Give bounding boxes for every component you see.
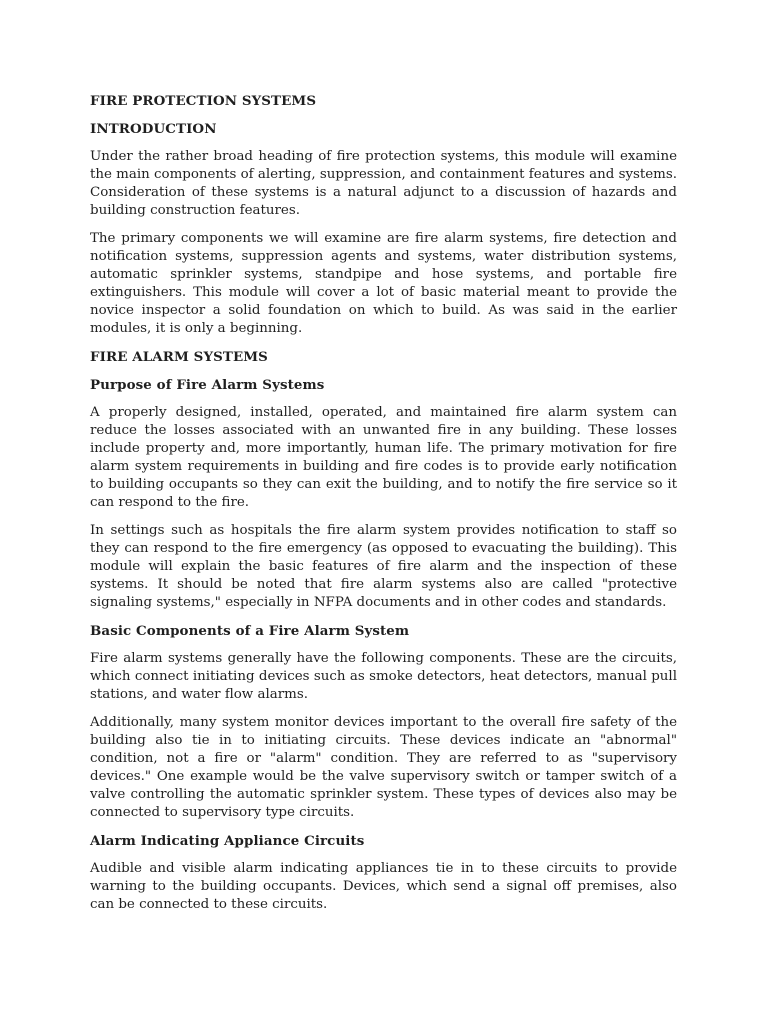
document-title: FIRE PROTECTION SYSTEMS [90,93,317,109]
introduction-heading: INTRODUCTION [90,121,217,137]
alarm-indicating-paragraph-1: Audible and visible alarm indicating appliances tie in to these circuits to provide warning to the building occupants. Devices, which send a signal off premises, also can be connected to these circuits. [90,861,677,912]
fire-alarm-systems-heading: FIRE ALARM SYSTEMS [90,349,268,365]
introduction-paragraph-2: The primary components we will examine are fire alarm systems, fire detection and notification systems, suppression agents and systems, water distribution systems, automatic sprinkler systems, standpipe and hose systems, and portable fire extinguishers. This module will cover a lot of basic material meant to provide the novice inspector a solid foundation on which to build. As was said in the earlier modules, it is only a beginning. [90,231,677,336]
alarm-indicating-heading: Alarm Indicating Appliance Circuits [90,833,365,849]
introduction-paragraph-1: Under the rather broad heading of fire protection systems, this module will examine the main components of alerting, suppression, and containment features and systems. Consideration of these systems is a natural adjunct to a discussion of hazards and building construction features. [90,149,678,218]
basic-components-paragraph-1: Fire alarm systems generally have the following components. These are the circuits, which connect initiating devices such as smoke detectors, heat detectors, manual pull stations, and water flow alarms. [90,651,677,702]
purpose-heading: Purpose of Fire Alarm Systems [90,377,325,393]
basic-components-paragraph-2: Additionally, many system monitor devices important to the overall fire safety of the building also tie in to initiating circuits. These devices indicate an "abnormal" condition, not a fire or "alarm" condition. They are referred to as "supervisory devices." One example would be the valve supervisory switch or tamper switch of a valve controlling the automatic sprinkler system. These types of devices also may be connected to supervisory type circuits. [90,715,677,820]
basic-components-heading: Basic Components of a Fire Alarm System [90,623,410,639]
purpose-paragraph-1: A properly designed, installed, operated, and maintained fire alarm system can reduce the losses associated with an unwanted fire in any building. These losses include property and, more importantly, human life. The primary motivation for fire alarm system requirements in building and fire codes is to provide early notification to building occupants so they can exit the building, and to notify the fire service so it can respond to the fire. [90,405,677,510]
purpose-paragraph-2: In settings such as hospitals the fire alarm system provides notification to staff so they can respond to the fire emergency (as opposed to evacuating the building). This module will explain the basic features of fire alarm and the inspection of these systems. It should be noted that fire alarm systems also are called "protective signaling systems," especially in NFPA documents and in other codes and standards. [90,523,677,610]
document-page [90,92,677,924]
